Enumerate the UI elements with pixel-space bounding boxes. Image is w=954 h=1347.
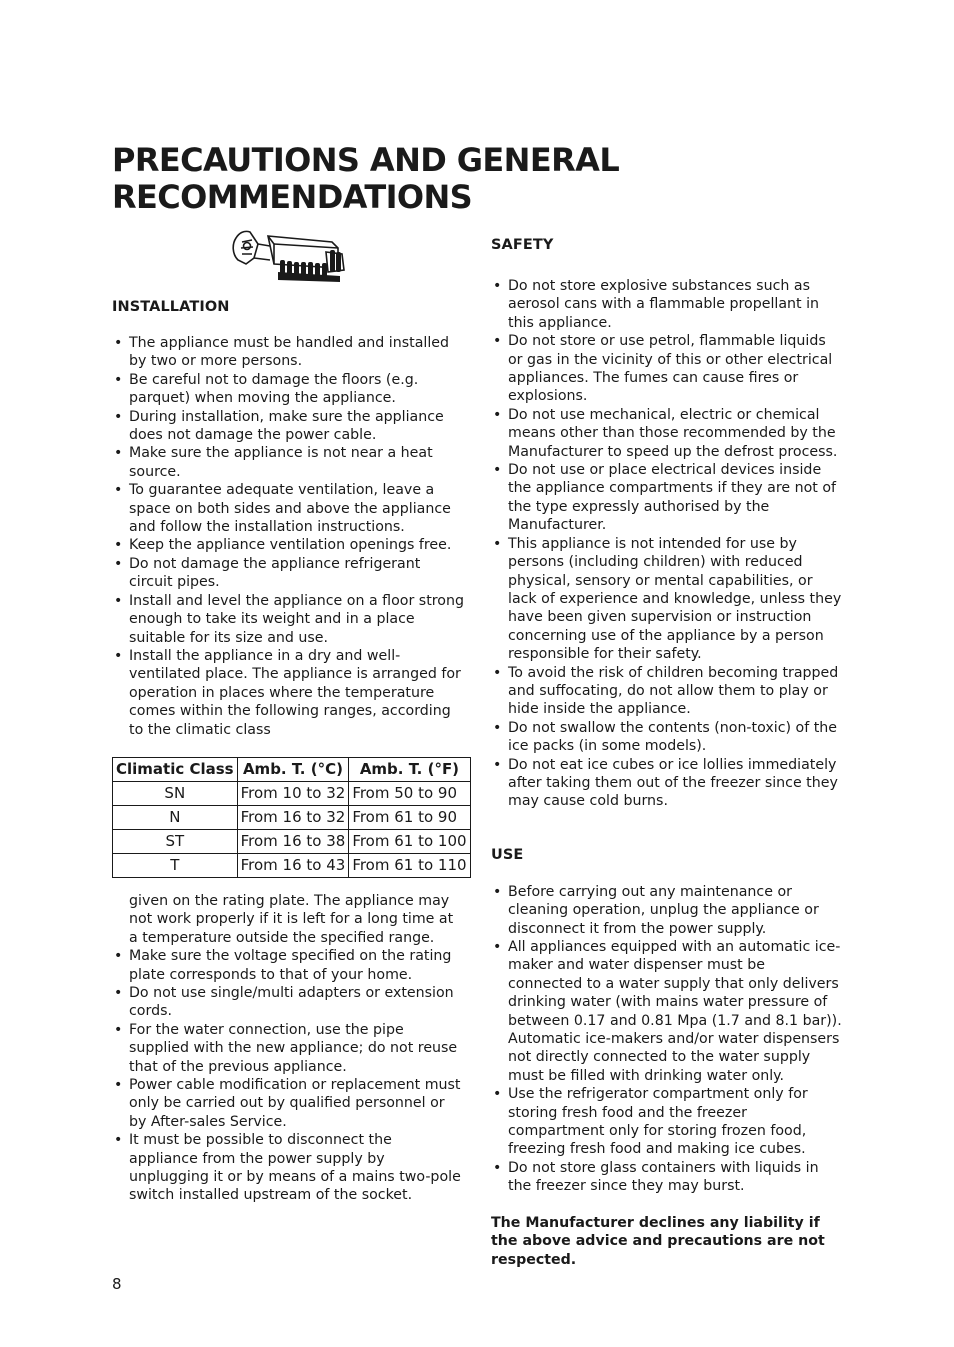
use-list [491, 883, 843, 1196]
list-item: • The appliance must be handled and installed by two or more persons. [112, 334, 464, 371]
list-item: • Do not store explosive substances such as aerosol cans with a flammable propellant in this appliance. [491, 277, 843, 332]
list-item: • Use the refrigerator compartment only for storing fresh food and the freezer compartment only for storing frozen food, freezing fresh food and making ice cubes. [491, 1085, 843, 1159]
list-item: • Make sure the voltage specified on the rating plate corresponds to that of your home. [112, 947, 464, 984]
list-item: • For the water connection, use the pipe supplied with the new appliance; do not reuse that of the previous appliance. [112, 1021, 464, 1076]
list-item: • Install the appliance in a dry and well-ventilated place. The appliance is arranged for operation in places where the temperature comes within the following ranges, according to the climatic class [112, 647, 464, 739]
left-column [112, 224, 467, 1205]
list-item: • It must be possible to disconnect the appliance from the power supply by unplugging it or by means of a mains two-pole switch installed upstream of the socket. [112, 1131, 464, 1205]
installation-continued-text: given on the rating plate. The appliance may not work properly if it is left for a long time at a temperature outside the specified range. [129, 892, 454, 946]
fahrenheit-range-cell: From 61 to 110 [349, 853, 470, 877]
liability-disclaimer: The Manufacturer declines any liability if the above advice and precautions are not respected. [491, 1214, 825, 1268]
table-header-row [113, 757, 471, 781]
right-column [491, 236, 843, 1269]
hands-lifting-appliance-icon [230, 224, 348, 284]
climatic-class-table [112, 757, 471, 878]
list-item: • Keep the appliance ventilation openings free. [112, 536, 464, 554]
list-item: • All appliances equipped with an automatic ice-maker and water dispenser must be connected to a water supply that only delivers drinking water (with mains water pressure of between 0.17 and 0.81 Mpa (1.7 and 8.1 bar)). Automatic ice-makers and/or water dispensers not directly connected to the water supply must be filled with drinking water only. [491, 938, 843, 1085]
fahrenheit-range-cell: From 50 to 90 [349, 781, 470, 805]
list-item: • Power cable modification or replacement must only be carried out by qualified personnel or by After-sales Service. [112, 1076, 464, 1131]
column-header-climatic-class: Climatic Class [113, 757, 238, 781]
climatic-class-cell: SN [113, 781, 238, 805]
table-row [113, 805, 471, 829]
list-item: • Do not eat ice cubes or ice lollies immediately after taking them out of the freezer since they may cause cold burns. [491, 756, 843, 811]
celsius-range-cell: From 16 to 38 [237, 829, 349, 853]
celsius-range-cell: From 16 to 43 [237, 853, 349, 877]
table-row [113, 781, 471, 805]
list-item: • To avoid the risk of children becoming trapped and suffocating, do not allow them to play or hide inside the appliance. [491, 664, 843, 719]
table-row [113, 853, 471, 877]
list-item: • Do not use or place electrical devices inside the appliance compartments if they are not of the type expressly authorised by the Manufacturer. [491, 461, 843, 535]
column-header-ambient-celsius: Amb. T. (°C) [237, 757, 349, 781]
climatic-class-cell: T [113, 853, 238, 877]
fahrenheit-range-cell: From 61 to 100 [349, 829, 470, 853]
celsius-range-cell: From 10 to 32 [237, 781, 349, 805]
list-item: • During installation, make sure the appliance does not damage the power cable. [112, 408, 464, 445]
list-item: • Do not store or use petrol, flammable liquids or gas in the vicinity of this or other electrical appliances. The fumes can cause fires or explosions. [491, 332, 843, 406]
list-item: • Do not swallow the contents (non-toxic) of the ice packs (in some models). [491, 719, 843, 756]
fahrenheit-range-cell: From 61 to 90 [349, 805, 470, 829]
list-item: • Before carrying out any maintenance or cleaning operation, unplug the appliance or disconnect it from the power supply. [491, 883, 843, 938]
safety-heading: SAFETY [491, 237, 554, 253]
page-title-line-1: PRECAUTIONS AND GENERAL [112, 141, 620, 179]
list-item: • Install and level the appliance on a floor strong enough to take its weight and in a place suitable for its size and use. [112, 592, 464, 647]
celsius-range-cell: From 16 to 32 [237, 805, 349, 829]
installation-list-continued [112, 947, 464, 1205]
list-item: • Do not use single/multi adapters or extension cords. [112, 984, 464, 1021]
page-number: 8 [112, 1275, 122, 1293]
list-item: • To guarantee adequate ventilation, leave a space on both sides and above the appliance and follow the installation instructions. [112, 481, 464, 536]
column-header-ambient-fahrenheit: Amb. T. (°F) [349, 757, 470, 781]
list-item: • Do not damage the appliance refrigerant circuit pipes. [112, 555, 464, 592]
list-item: • Do not use mechanical, electric or chemical means other than those recommended by the Manufacturer to speed up the defrost process. [491, 406, 843, 461]
climatic-class-cell: ST [113, 829, 238, 853]
use-heading: USE [491, 846, 524, 863]
installation-list [112, 334, 464, 739]
page-title-line-2: RECOMMENDATIONS [112, 178, 473, 216]
installation-heading: INSTALLATION [112, 299, 230, 315]
page-title [112, 142, 872, 216]
climatic-class-cell: N [113, 805, 238, 829]
safety-list [491, 277, 843, 811]
list-item: • Do not store glass containers with liquids in the freezer since they may burst. [491, 1159, 843, 1196]
list-item: • Be careful not to damage the floors (e.g. parquet) when moving the appliance. [112, 371, 464, 408]
list-item: • Make sure the appliance is not near a heat source. [112, 444, 464, 481]
table-row [113, 829, 471, 853]
list-item: • This appliance is not intended for use by persons (including children) with reduced physical, sensory or mental capabilities, or lack of experience and knowledge, unless they have been given supervision or instruction concerning use of the appliance by a person responsible for their safety. [491, 535, 843, 664]
